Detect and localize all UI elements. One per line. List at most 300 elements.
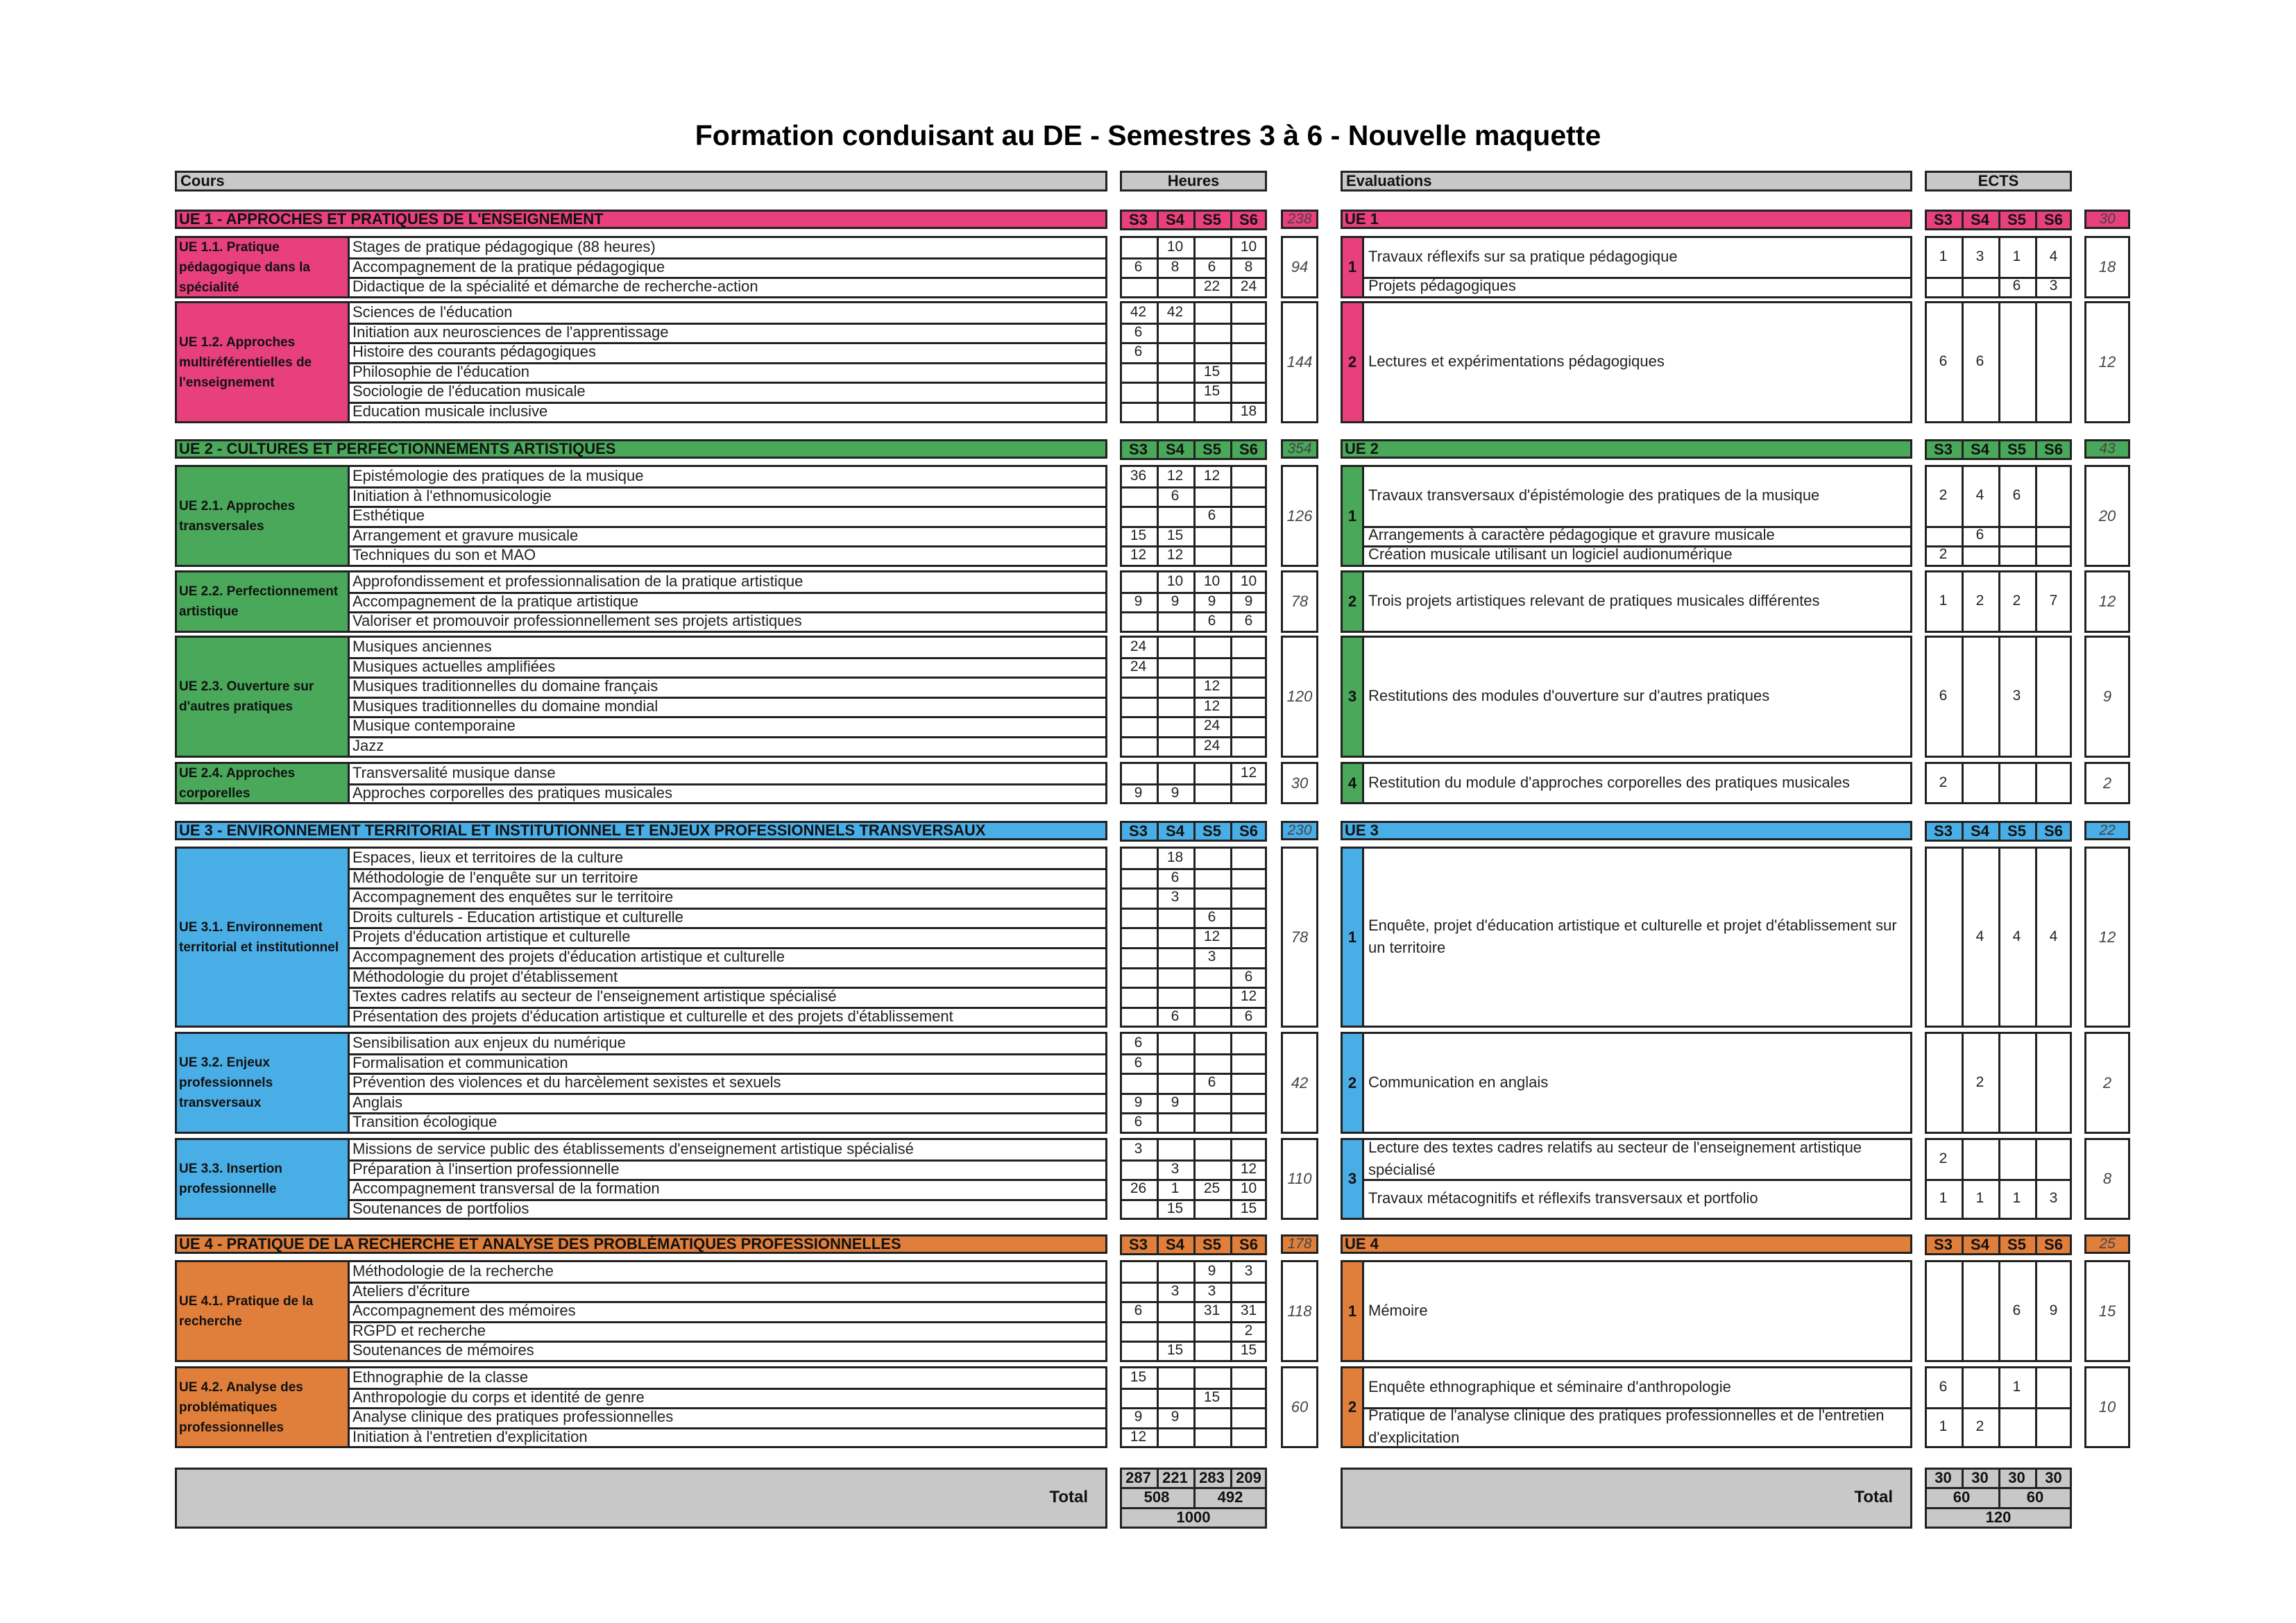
course-hours-s3	[1120, 363, 1157, 382]
ue-eval-label: UE 1	[1345, 210, 1379, 228]
eval-name: Travaux réflexifs sur sa pratique pédagogique	[1368, 248, 1678, 265]
eval-ects-s4	[1962, 637, 1998, 755]
course-hours-s4: 18	[1166, 849, 1184, 865]
course-name: Droits culturels - Education artistique et culturelle	[352, 908, 683, 926]
sub-total-ects: 12	[2098, 353, 2116, 371]
sub-total-hours: 30	[1291, 774, 1309, 792]
hours-ue1-sem-2: S5	[1202, 441, 1221, 458]
ue-title: UE 3 - ENVIRONNEMENT TERRITORIAL ET INSTITUTIONNEL ET ENJEUX PROFESSIONNELS TRANSVERSAUX	[179, 822, 986, 839]
course-hours-s6	[1230, 697, 1267, 716]
course-hours-s5	[1193, 968, 1230, 987]
course-hours-s6	[1230, 869, 1267, 887]
eval-num: 3	[1347, 688, 1357, 705]
eval-num: 2	[1347, 1398, 1357, 1416]
course-hours-s5	[1193, 1322, 1230, 1341]
ects-total-all: 120	[1985, 1508, 2012, 1526]
course-hours-s5	[1193, 546, 1230, 565]
eval-ects-s5	[1998, 545, 2035, 564]
eval-ects-s3	[1925, 848, 1962, 1025]
ects-total-s6: 30	[2045, 1469, 2062, 1486]
course-hours-s3: 6	[1134, 1114, 1143, 1130]
course-hours-s6	[1230, 638, 1267, 656]
course-hours-s6: 10	[1240, 1180, 1257, 1197]
course-name: Espaces, lieux et territoires de la culture	[352, 849, 624, 866]
course-hours-s4: 6	[1171, 487, 1180, 504]
course-hours-s6: 24	[1240, 278, 1257, 295]
evaluations-header-label: Evaluations	[1346, 172, 1432, 189]
course-hours-s3: 24	[1130, 638, 1147, 654]
course-hours-s3: 42	[1130, 304, 1147, 320]
course-name: Accompagnement des enquêtes sur le territoire	[352, 888, 674, 906]
course-hours-s5: 15	[1203, 1388, 1221, 1405]
course-hours-s4: 3	[1171, 1282, 1180, 1299]
course-hours-s4	[1157, 278, 1193, 296]
course-hours-s3	[1120, 849, 1157, 867]
course-hours-s5	[1193, 888, 1230, 907]
page-title: Formation conduisant au DE - Semestres 3 à 6 - Nouvelle maquette	[695, 119, 1601, 151]
course-hours-s4	[1157, 1302, 1193, 1320]
sub-ue-label: UE 4.2. Analyse des problématiques professionnelles	[179, 1379, 303, 1435]
eval-name: Enquête ethnographique et séminaire d'anthropologie	[1368, 1378, 1731, 1395]
course-name: Histoire des courants pédagogiques	[352, 343, 597, 361]
sub-total-hours: 144	[1286, 353, 1313, 371]
course-hours-s5	[1193, 1113, 1230, 1132]
hours-ue1-sem-1: S4	[1166, 441, 1184, 458]
course-hours-s4: 1	[1171, 1180, 1180, 1197]
eval-name: Restitution du module d'approches corporelles des pratiques musicales	[1368, 774, 1850, 791]
course-name: Arrangement et gravure musicale	[352, 526, 579, 544]
eval-ects-s4: 2	[1975, 593, 1984, 609]
course-name: Méthodologie de la recherche	[352, 1262, 554, 1280]
ue-total-ects: 30	[2099, 211, 2116, 227]
ects-header-label: ECTS	[1978, 172, 2019, 189]
hours-total-s3: 287	[1125, 1469, 1151, 1486]
course-hours-s3	[1120, 1073, 1157, 1092]
course-hours-s5: 9	[1207, 593, 1216, 609]
course-hours-s6	[1230, 1054, 1267, 1073]
course-hours-s6	[1230, 1428, 1267, 1447]
course-hours-s3	[1120, 737, 1157, 756]
eval-ects-s3	[1925, 1033, 1962, 1131]
ue-total-ects: 22	[2099, 822, 2116, 838]
hours-total-year3: 492	[1217, 1488, 1243, 1506]
course-hours-s4	[1157, 1140, 1193, 1159]
course-name: Formalisation et communication	[352, 1053, 568, 1071]
eval-ects-s3: 2	[1939, 774, 1948, 790]
eval-ects-s3: 1	[1939, 593, 1948, 609]
sub-total-hours: 118	[1287, 1302, 1312, 1320]
course-hours-s4	[1157, 1322, 1193, 1341]
course-hours-s4: 9	[1171, 1094, 1180, 1110]
course-hours-s3	[1120, 968, 1157, 987]
ects-ue2-sem-0: S3	[1934, 822, 1953, 840]
course-hours-s4: 10	[1166, 573, 1184, 589]
ue-total-ects: 25	[2099, 1236, 2116, 1252]
course-name: Musiques traditionnelles du domaine français	[352, 677, 658, 695]
course-hours-s4	[1157, 638, 1193, 656]
course-hours-s5: 12	[1203, 678, 1221, 695]
course-hours-s5: 12	[1203, 468, 1221, 484]
course-hours-s6	[1230, 948, 1267, 967]
eval-ects-s6	[2035, 526, 2072, 545]
eval-name: Lectures et expérimentations pédagogiques	[1368, 352, 1665, 370]
course-hours-s4	[1157, 1388, 1193, 1407]
course-name: Musiques anciennes	[352, 638, 492, 655]
eval-ects-s4: 2	[1975, 1074, 1984, 1090]
course-hours-s6	[1230, 717, 1267, 736]
course-hours-s3	[1120, 487, 1157, 506]
eval-ects-s4: 3	[1975, 248, 1984, 264]
ects-ue1-sem-3: S6	[2044, 441, 2063, 458]
sub-total-ects: 12	[2098, 593, 2116, 610]
eval-ects-s4	[1962, 1261, 1998, 1359]
course-name: Ateliers d'écriture	[352, 1282, 470, 1300]
course-hours-s6	[1230, 487, 1267, 506]
sub-ue-label: UE 1.2. Approches multiréférentielles de l'enseignement	[179, 334, 312, 390]
course-hours-s6	[1230, 1388, 1267, 1407]
course-name: Education musicale inclusive	[352, 402, 548, 420]
ects-ue0-sem-2: S5	[2007, 211, 2026, 228]
course-name: Soutenances de mémoires	[352, 1341, 534, 1359]
course-hours-s6	[1230, 1368, 1267, 1387]
course-hours-s4	[1157, 363, 1193, 382]
hours-ue2-sem-1: S4	[1166, 822, 1184, 840]
course-hours-s4	[1157, 1428, 1193, 1447]
course-hours-s4	[1157, 382, 1193, 401]
course-hours-s4: 9	[1171, 1409, 1180, 1425]
eval-ects-s6	[2035, 1139, 2072, 1178]
course-name: Philosophie de l'éducation	[352, 362, 529, 380]
course-hours-s3: 9	[1134, 784, 1143, 801]
course-hours-s4	[1157, 1262, 1193, 1281]
course-name: Initiation à l'ethnomusicologie	[352, 486, 552, 504]
hours-ue1-sem-0: S3	[1129, 441, 1148, 458]
course-hours-s6	[1230, 323, 1267, 342]
course-hours-s3: 6	[1134, 1035, 1143, 1051]
course-hours-s6: 15	[1240, 1342, 1257, 1359]
course-name: Analyse clinique des pratiques professionnelles	[352, 1408, 674, 1426]
course-hours-s3: 26	[1130, 1180, 1147, 1197]
course-hours-s3	[1120, 948, 1157, 967]
course-name: Epistémologie des pratiques de la musique	[352, 467, 644, 484]
course-hours-s5: 3	[1207, 1282, 1216, 1299]
eval-ects-s5	[1998, 763, 2035, 801]
eval-ects-s5: 6	[2012, 1302, 2021, 1318]
eval-ects-s5	[1998, 1139, 2035, 1178]
eval-ects-s6	[2035, 303, 2072, 420]
course-hours-s5: 12	[1203, 697, 1221, 714]
eval-ects-s6: 9	[2049, 1302, 2058, 1318]
eval-ects-s6	[2035, 545, 2072, 564]
course-hours-s3: 6	[1134, 1302, 1143, 1319]
course-hours-s6	[1230, 737, 1267, 756]
eval-name: Trois projets artistiques relevant de pratiques musicales différentes	[1368, 592, 1820, 609]
course-hours-s5: 6	[1207, 258, 1216, 275]
hours-ue2-sem-0: S3	[1129, 822, 1148, 840]
course-hours-s5	[1193, 849, 1230, 867]
course-hours-s5: 22	[1203, 278, 1221, 295]
course-name: Accompagnement de la pratique artistique	[352, 592, 639, 610]
sub-total-hours: 126	[1286, 507, 1313, 525]
total-label-right: Total	[1854, 1488, 1893, 1506]
eval-ects-s4: 4	[1975, 928, 1984, 944]
course-name: Anglais	[352, 1093, 403, 1111]
hours-ue0-sem-3: S6	[1239, 211, 1258, 228]
eval-ects-s4	[1962, 1139, 1998, 1178]
sub-total-hours: 60	[1291, 1398, 1309, 1416]
course-name: Accompagnement des projets d'éducation artistique et culturelle	[352, 948, 785, 965]
course-hours-s6	[1230, 1034, 1267, 1053]
course-hours-s3	[1120, 1262, 1157, 1281]
hours-total-s4: 221	[1162, 1469, 1188, 1486]
course-hours-s5: 12	[1203, 928, 1221, 945]
ue-total-hours: 230	[1287, 822, 1312, 838]
course-name: RGPD et recherche	[352, 1321, 486, 1339]
sub-total-ects: 12	[2098, 928, 2116, 946]
course-hours-s3	[1120, 1282, 1157, 1301]
sub-total-ects: 8	[2102, 1170, 2112, 1187]
course-name: Transition écologique	[352, 1113, 498, 1131]
eval-ects-s3	[1925, 526, 1962, 545]
sub-ue-label: UE 4.1. Pratique de la recherche	[179, 1293, 314, 1329]
course-hours-s5	[1193, 402, 1230, 421]
course-hours-s5: 31	[1203, 1302, 1221, 1319]
eval-ects-s3: 6	[1939, 353, 1948, 369]
hours-total-s5: 283	[1199, 1469, 1225, 1486]
course-hours-s4	[1157, 717, 1193, 736]
eval-num: 1	[1347, 928, 1357, 946]
course-name: Sociologie de l'éducation musicale	[352, 382, 586, 400]
course-name: Méthodologie du projet d'établissement	[352, 967, 618, 985]
eval-ects-s6	[2035, 637, 2072, 755]
course-name: Musiques actuelles amplifiées	[352, 657, 556, 675]
course-hours-s5	[1193, 1408, 1230, 1427]
course-hours-s5	[1193, 1428, 1230, 1447]
ects-ue2-sem-1: S4	[1971, 822, 1989, 840]
sub-ue-label: UE 2.2. Perfectionnement artistique	[179, 584, 339, 619]
course-name: Méthodologie de l'enquête sur un territoire	[352, 868, 638, 886]
course-name: Anthropologie du corps et identité de genre	[352, 1388, 645, 1406]
eval-ects-s6	[2035, 763, 2072, 801]
course-hours-s3: 36	[1130, 468, 1147, 484]
eval-ects-s6: 3	[2049, 278, 2058, 294]
eval-name: Communication en anglais	[1368, 1073, 1549, 1091]
course-hours-s3	[1120, 928, 1157, 946]
eval-num: 4	[1347, 774, 1357, 792]
course-hours-s4	[1157, 908, 1193, 927]
sub-total-hours: 94	[1291, 258, 1309, 275]
sub-total-ects: 10	[2098, 1398, 2116, 1416]
course-hours-s6: 3	[1244, 1263, 1253, 1279]
eval-ects-s3: 1	[1939, 1418, 1948, 1435]
eval-name: Travaux transversaux d'épistémologie des pratiques de la musique	[1368, 486, 1820, 504]
course-hours-s5	[1193, 658, 1230, 677]
eval-ects-s3: 6	[1939, 1379, 1948, 1395]
course-hours-s5	[1193, 1054, 1230, 1073]
course-name: Textes cadres relatifs au secteur de l'enseignement artistique spécialisé	[352, 987, 837, 1005]
total-label-left: Total	[1049, 1488, 1088, 1506]
eval-ects-s6: 7	[2049, 593, 2058, 609]
course-name: Sciences de l'éducation	[352, 303, 513, 321]
course-hours-s6	[1230, 658, 1267, 677]
course-hours-s5	[1193, 987, 1230, 1006]
course-hours-s5	[1193, 1008, 1230, 1026]
ue-total-hours: 238	[1287, 211, 1312, 227]
sub-ue-label: UE 3.3. Insertion professionnelle	[179, 1162, 282, 1196]
course-name: Transversalité musique danse	[352, 764, 556, 781]
eval-ects-s4	[1962, 763, 1998, 801]
ue-title: UE 2 - CULTURES ET PERFECTIONNEMENTS ARTISTIQUES	[179, 440, 616, 457]
course-hours-s6	[1230, 507, 1267, 525]
ects-total-s4: 30	[1971, 1469, 1989, 1486]
course-hours-s3	[1120, 677, 1157, 696]
course-hours-s3	[1120, 697, 1157, 716]
course-name: Approches corporelles des pratiques musicales	[352, 783, 673, 801]
course-hours-s4: 9	[1171, 593, 1180, 609]
ects-ue3-sem-2: S5	[2007, 1236, 2026, 1253]
course-hours-s6: 6	[1244, 968, 1253, 985]
course-name: Accompagnement de la pratique pédagogique	[352, 257, 665, 275]
eval-ects-s3: 2	[1939, 487, 1948, 503]
ects-ue1-sem-0: S3	[1934, 441, 1953, 458]
eval-num: 3	[1347, 1170, 1357, 1187]
course-hours-s6	[1230, 928, 1267, 946]
course-hours-s4: 3	[1171, 1160, 1180, 1177]
course-hours-s4: 15	[1166, 1200, 1184, 1216]
course-hours-s5	[1193, 638, 1230, 656]
ects-ue0-sem-3: S6	[2044, 211, 2063, 228]
ue-title: UE 1 - APPROCHES ET PRATIQUES DE L'ENSEIGNEMENT	[179, 210, 604, 228]
course-name: Ethnographie de la classe	[352, 1368, 529, 1386]
ects-total-year3: 60	[2026, 1488, 2044, 1506]
course-hours-s4	[1157, 1073, 1193, 1092]
sub-total-ects: 20	[2098, 507, 2116, 525]
course-hours-s6: 15	[1240, 1200, 1257, 1216]
ects-ue0-sem-0: S3	[1934, 211, 1953, 228]
eval-ects-s6: 3	[2049, 1190, 2058, 1207]
course-hours-s3	[1120, 717, 1157, 736]
course-hours-s6	[1230, 303, 1267, 322]
course-hours-s3	[1120, 402, 1157, 421]
ue-total-hours: 354	[1287, 441, 1312, 457]
course-hours-s6	[1230, 343, 1267, 362]
course-hours-s3: 6	[1134, 343, 1143, 360]
course-name: Missions de service public des établissements d'enseignement artistique spécialisé	[352, 1140, 914, 1157]
course-hours-s5: 6	[1207, 1074, 1216, 1091]
eval-ects-s5	[1998, 1407, 2035, 1445]
course-name: Sensibilisation aux enjeux du numérique	[352, 1034, 626, 1051]
course-name: Approfondissement et professionnalisation de la pratique artistique	[352, 572, 803, 590]
course-hours-s3: 6	[1134, 323, 1143, 340]
course-hours-s5	[1193, 1160, 1230, 1179]
sub-ue-label: UE 2.4. Approches corporelles	[179, 765, 296, 801]
course-hours-s5: 15	[1203, 383, 1221, 400]
ue-eval-label: UE 3	[1345, 822, 1379, 839]
course-name: Musique contemporaine	[352, 717, 516, 735]
course-hours-s3	[1120, 382, 1157, 401]
course-hours-s6	[1230, 467, 1267, 486]
course-hours-s4: 42	[1166, 304, 1184, 320]
sub-total-ects: 2	[2102, 1074, 2112, 1091]
hours-ue2-sem-2: S5	[1202, 822, 1221, 840]
course-hours-s6: 9	[1244, 593, 1253, 609]
course-hours-s3	[1120, 1388, 1157, 1407]
course-hours-s3	[1120, 764, 1157, 783]
ue-title: UE 4 - PRATIQUE DE LA RECHERCHE ET ANALYSE DES PROBLÉMATIQUES PROFESSIONNELLES	[179, 1235, 901, 1252]
course-hours-s4: 15	[1166, 527, 1184, 543]
eval-name: Lecture des textes cadres relatifs au secteur de l'enseignement artistique spécialisé	[1368, 1138, 1862, 1178]
eval-ects-s5	[1998, 526, 2035, 545]
course-hours-s5: 3	[1207, 949, 1216, 965]
eval-ects-s4	[1962, 545, 1998, 564]
hours-ue0-sem-2: S5	[1202, 211, 1221, 228]
course-hours-s6: 8	[1244, 258, 1253, 275]
course-hours-s3: 6	[1134, 258, 1143, 275]
course-hours-s3: 15	[1130, 1369, 1147, 1385]
eval-num: 2	[1347, 1074, 1357, 1091]
course-name: Didactique de la spécialité et démarche de recherche-action	[352, 278, 758, 296]
course-hours-s6: 10	[1240, 573, 1257, 589]
hours-ue1-sem-3: S6	[1239, 441, 1258, 458]
course-hours-s3	[1120, 612, 1157, 631]
sub-total-ects: 9	[2102, 688, 2112, 705]
course-hours-s4	[1157, 1368, 1193, 1387]
course-hours-s3: 24	[1130, 658, 1147, 674]
course-hours-s4: 10	[1166, 239, 1184, 255]
course-hours-s6	[1230, 1408, 1267, 1427]
course-name: Techniques du son et MAO	[352, 546, 536, 564]
sub-total-hours: 78	[1291, 928, 1309, 946]
course-hours-s5	[1193, 1341, 1230, 1360]
course-hours-s4: 3	[1171, 889, 1180, 906]
sub-total-hours: 120	[1286, 688, 1313, 705]
eval-ects-s3: 6	[1939, 688, 1948, 704]
eval-ects-s4: 6	[1975, 526, 1984, 543]
course-hours-s3	[1120, 888, 1157, 907]
course-hours-s4	[1157, 737, 1193, 756]
eval-ects-s5: 1	[2012, 248, 2021, 264]
eval-ects-s5: 3	[2012, 688, 2021, 704]
eval-ects-s5	[1998, 1033, 2035, 1131]
eval-ects-s5: 1	[2012, 1379, 2021, 1395]
course-hours-s6	[1230, 546, 1267, 565]
course-hours-s5: 9	[1207, 1263, 1216, 1279]
course-hours-s5	[1193, 527, 1230, 545]
course-hours-s6: 12	[1240, 1160, 1257, 1177]
cours-header-label: Cours	[180, 172, 225, 189]
sub-ue-label: UE 3.2. Enjeux professionnels transversaux	[179, 1055, 273, 1110]
sub-ue-label: UE 3.1. Environnement territorial et institutionnel	[179, 919, 339, 955]
course-hours-s5	[1193, 784, 1230, 803]
course-hours-s3	[1120, 572, 1157, 591]
ects-total-year2: 60	[1953, 1488, 1971, 1506]
ects-ue3-sem-1: S4	[1971, 1236, 1989, 1253]
course-hours-s5: 10	[1203, 573, 1221, 589]
eval-name: Travaux métacognitifs et réflexifs transversaux et portfolio	[1368, 1189, 1758, 1207]
course-hours-s4	[1157, 507, 1193, 525]
course-hours-s6	[1230, 1073, 1267, 1092]
hours-ue3-sem-2: S5	[1202, 1236, 1221, 1253]
eval-ects-s6	[2035, 1368, 2072, 1406]
course-hours-s4	[1157, 1113, 1193, 1132]
course-hours-s4	[1157, 928, 1193, 946]
eval-ects-s6	[2035, 466, 2072, 525]
hours-total-all: 1000	[1176, 1508, 1211, 1526]
course-name: Jazz	[352, 737, 384, 754]
ects-ue2-sem-3: S6	[2044, 822, 2063, 840]
ects-total-s5: 30	[2008, 1469, 2025, 1486]
course-hours-s6	[1230, 888, 1267, 907]
